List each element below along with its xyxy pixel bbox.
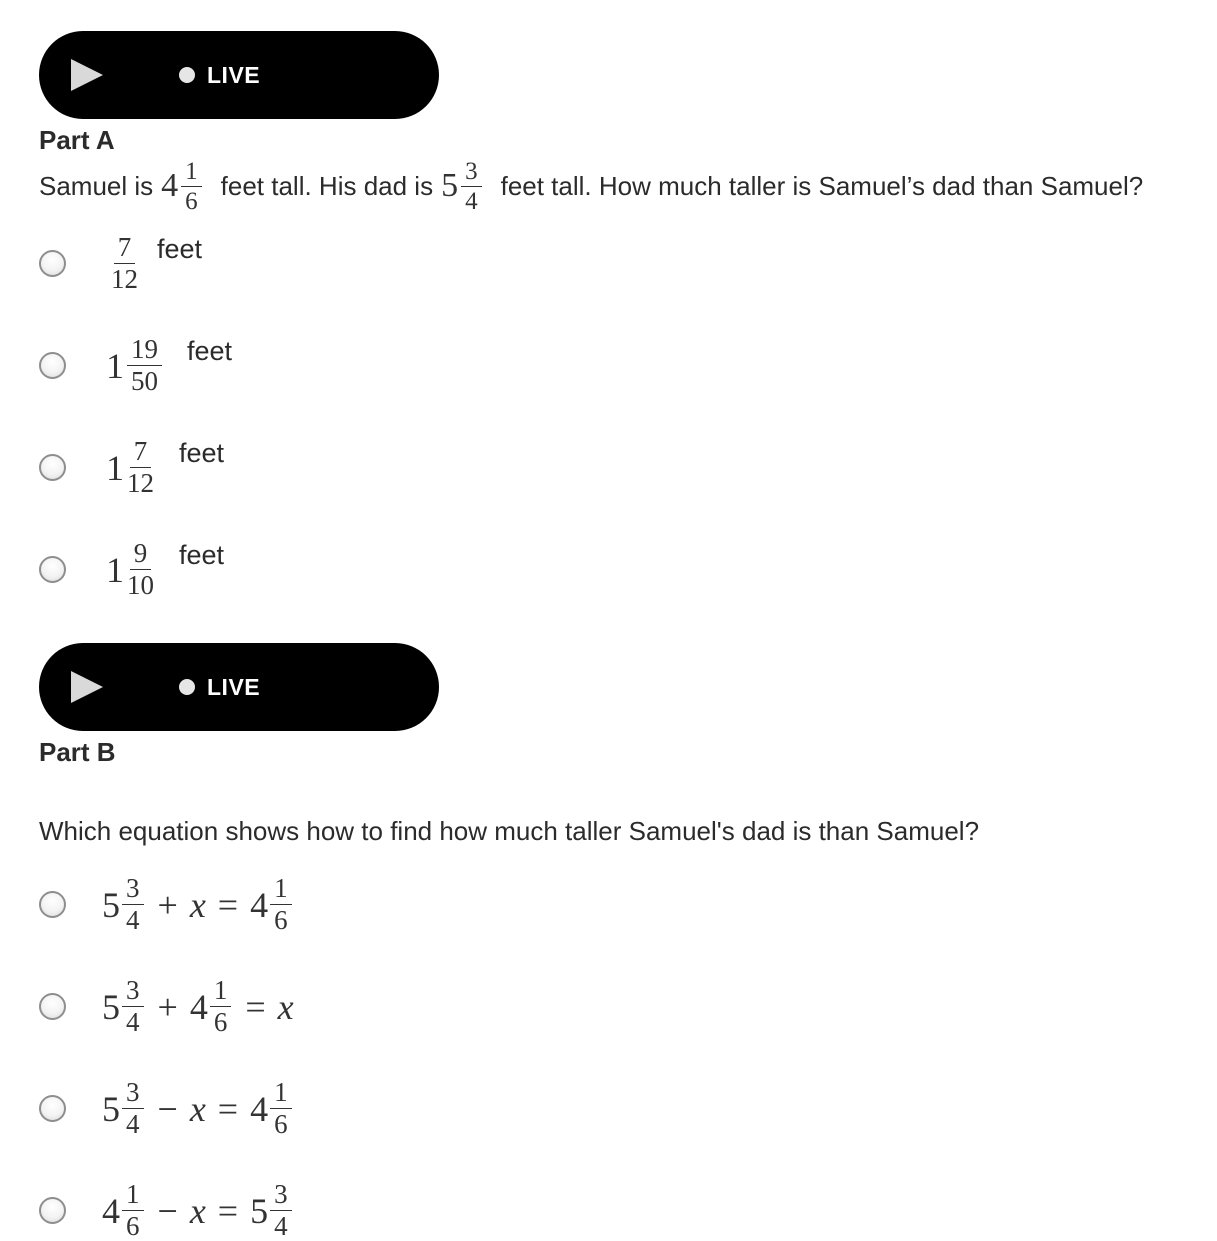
part-a-heading: Part A bbox=[39, 125, 115, 155]
question-text: feet tall. His dad is bbox=[220, 171, 434, 201]
fraction bbox=[127, 438, 154, 497]
operator: − bbox=[157, 1088, 178, 1129]
answer-value bbox=[108, 234, 141, 293]
fraction bbox=[122, 977, 144, 1036]
live-video-player[interactable] bbox=[39, 31, 439, 119]
operator: + bbox=[157, 884, 178, 925]
radio-button[interactable] bbox=[39, 454, 66, 481]
answer-option[interactable] bbox=[39, 336, 232, 395]
fraction-denominator: 6 bbox=[213, 1007, 228, 1037]
radio-button[interactable] bbox=[39, 993, 66, 1020]
whole-number: 5 bbox=[250, 1190, 269, 1231]
fraction-denominator: 12 bbox=[127, 468, 154, 498]
answer-option[interactable] bbox=[39, 540, 224, 599]
fraction-numerator: 1 bbox=[270, 1079, 292, 1109]
fraction-denominator: 10 bbox=[127, 570, 154, 600]
fraction-numerator: 19 bbox=[127, 336, 162, 366]
answer-value bbox=[106, 540, 157, 599]
fraction-numerator: 1 bbox=[210, 977, 232, 1007]
fraction bbox=[122, 1181, 144, 1240]
equation bbox=[102, 875, 294, 934]
part-b-question: Which equation shows how to find how much taller Samuel's dad is than Samuel? bbox=[39, 816, 980, 846]
unit-label: feet bbox=[187, 336, 233, 366]
fraction-numerator: 3 bbox=[270, 1181, 292, 1211]
fraction-denominator: 4 bbox=[126, 1007, 140, 1037]
fraction-numerator: 3 bbox=[122, 1079, 144, 1109]
fraction-denominator: 6 bbox=[274, 905, 288, 935]
whole-number: 4 bbox=[250, 1088, 269, 1129]
fraction-numerator: 3 bbox=[122, 977, 144, 1007]
whole-number: 5 bbox=[102, 986, 120, 1027]
fraction-denominator: 50 bbox=[131, 366, 158, 396]
unit-label: feet bbox=[179, 540, 225, 570]
fraction-numerator: 3 bbox=[461, 159, 482, 187]
equals-sign: = bbox=[217, 1088, 239, 1129]
fraction-numerator: 1 bbox=[181, 159, 202, 187]
whole-number: 4 bbox=[189, 986, 208, 1027]
fraction-denominator: 12 bbox=[111, 264, 138, 294]
fraction bbox=[111, 234, 138, 293]
dad-height-whole: 5 bbox=[441, 167, 459, 204]
fraction bbox=[127, 540, 154, 599]
answer-option[interactable] bbox=[39, 234, 202, 293]
equation bbox=[102, 1181, 294, 1240]
equation bbox=[102, 977, 294, 1036]
fraction-numerator: 9 bbox=[130, 540, 152, 570]
equals-sign: = bbox=[217, 1190, 239, 1231]
live-indicator-dot bbox=[179, 67, 195, 83]
answer-option[interactable] bbox=[39, 977, 294, 1036]
fraction bbox=[122, 1079, 144, 1138]
fraction-denominator: 4 bbox=[126, 905, 140, 935]
fraction-denominator: 4 bbox=[465, 187, 478, 215]
fraction-denominator: 6 bbox=[126, 1211, 140, 1241]
play-icon[interactable] bbox=[70, 670, 104, 704]
unit-label: feet bbox=[179, 438, 225, 468]
live-video-player[interactable] bbox=[39, 643, 439, 731]
variable: x bbox=[189, 1190, 206, 1231]
variable: x bbox=[277, 986, 294, 1027]
fraction-numerator: 1 bbox=[122, 1181, 144, 1211]
operator: − bbox=[157, 1190, 178, 1231]
dad-height-fraction bbox=[461, 159, 482, 214]
whole-number: 4 bbox=[102, 1190, 120, 1231]
radio-button[interactable] bbox=[39, 352, 66, 379]
answer-option[interactable] bbox=[39, 1181, 294, 1240]
samuel-height-fraction bbox=[181, 159, 202, 214]
answer-value bbox=[106, 438, 157, 497]
fraction bbox=[270, 875, 292, 934]
live-label: LIVE bbox=[207, 674, 261, 700]
fraction bbox=[127, 336, 162, 395]
whole-number: 1 bbox=[106, 345, 124, 386]
whole-number: 5 bbox=[102, 1088, 120, 1129]
question-text: feet tall. How much taller is Samuel’s dad than Samuel? bbox=[500, 171, 1144, 201]
fraction-numerator: 1 bbox=[270, 875, 292, 905]
answer-option[interactable] bbox=[39, 1079, 294, 1138]
fraction bbox=[270, 1181, 292, 1240]
variable: x bbox=[189, 884, 206, 925]
fraction-numerator: 7 bbox=[130, 438, 152, 468]
equation bbox=[102, 1079, 294, 1138]
fraction-denominator: 6 bbox=[274, 1109, 288, 1139]
fraction-denominator: 4 bbox=[274, 1211, 288, 1241]
question-text: Samuel is bbox=[39, 171, 154, 201]
answer-option[interactable] bbox=[39, 438, 224, 497]
answer-value bbox=[106, 336, 165, 395]
live-indicator-dot bbox=[179, 679, 195, 695]
variable: x bbox=[189, 1088, 206, 1129]
operator: + bbox=[157, 986, 178, 1027]
samuel-height-whole: 4 bbox=[161, 167, 179, 204]
fraction-numerator: 7 bbox=[114, 234, 136, 264]
radio-button[interactable] bbox=[39, 891, 66, 918]
whole-number: 1 bbox=[106, 447, 124, 488]
fraction-denominator: 6 bbox=[185, 187, 198, 215]
fraction-denominator: 4 bbox=[126, 1109, 140, 1139]
fraction bbox=[210, 977, 232, 1036]
part-b-heading: Part B bbox=[39, 737, 116, 767]
answer-option[interactable] bbox=[39, 875, 294, 934]
whole-number: 5 bbox=[102, 884, 120, 925]
radio-button[interactable] bbox=[39, 1197, 66, 1224]
part-a-question bbox=[39, 157, 1144, 215]
fraction-numerator: 3 bbox=[122, 875, 144, 905]
fraction bbox=[270, 1079, 292, 1138]
whole-number: 4 bbox=[250, 884, 269, 925]
radio-button[interactable] bbox=[39, 250, 66, 277]
equals-sign: = bbox=[217, 884, 239, 925]
whole-number: 1 bbox=[106, 549, 124, 590]
radio-button[interactable] bbox=[39, 556, 66, 583]
live-label: LIVE bbox=[207, 62, 261, 88]
fraction bbox=[122, 875, 144, 934]
play-icon[interactable] bbox=[70, 58, 104, 92]
unit-label: feet bbox=[157, 234, 203, 264]
radio-button[interactable] bbox=[39, 1095, 66, 1122]
equals-sign: = bbox=[245, 986, 266, 1027]
